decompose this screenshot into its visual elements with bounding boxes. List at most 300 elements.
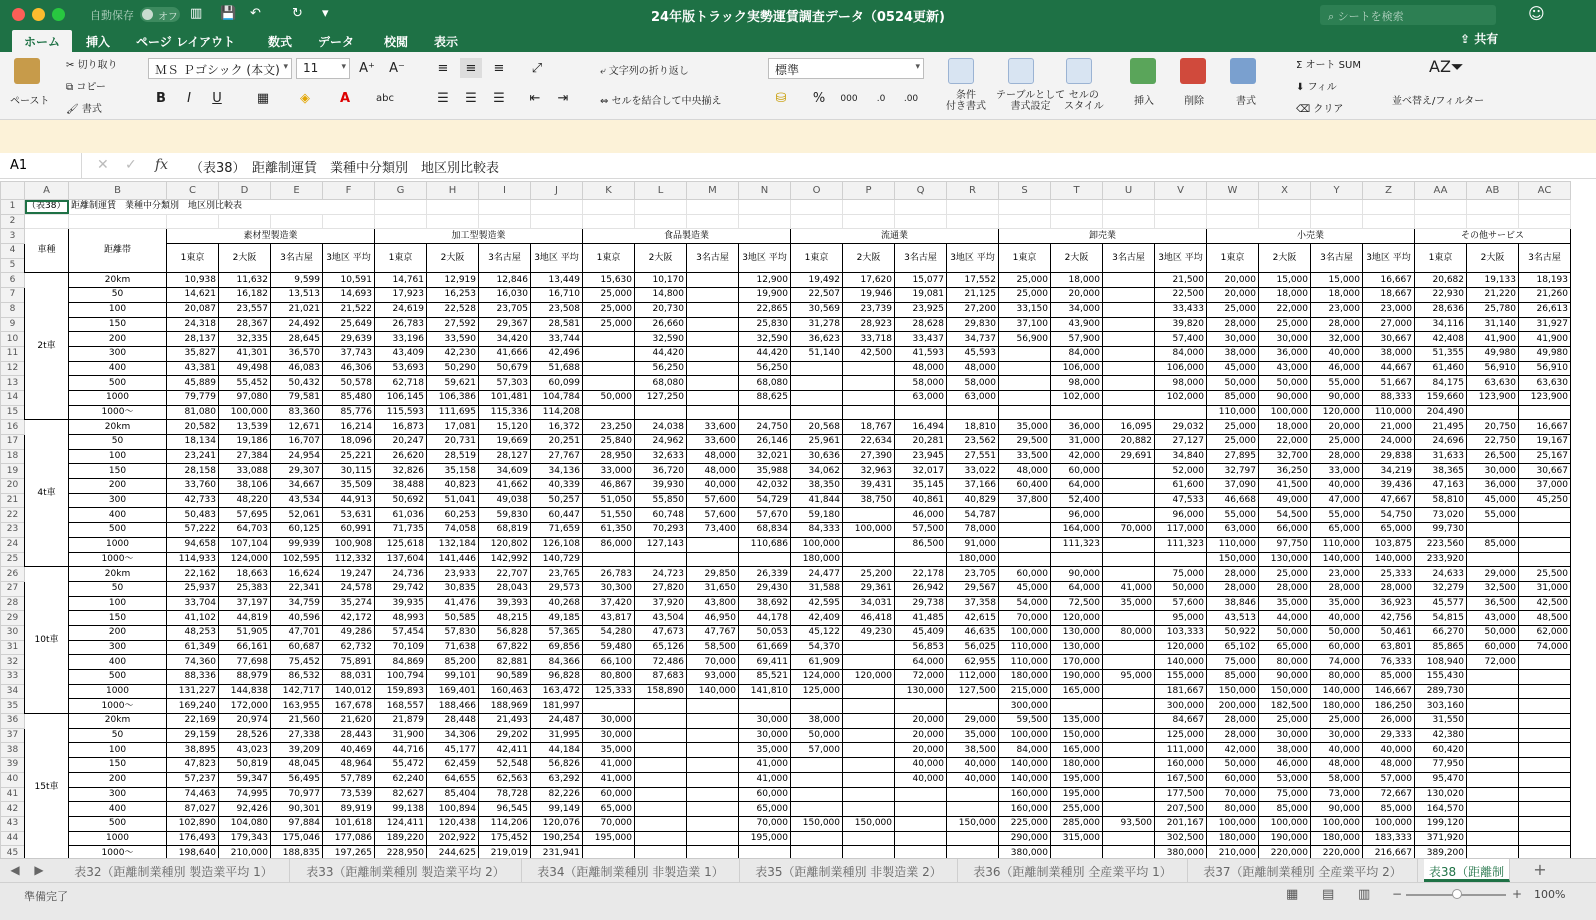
data-cell[interactable]: 96,000 <box>1155 508 1207 523</box>
data-cell[interactable]: 371,920 <box>1415 831 1467 846</box>
row-header[interactable]: 35 <box>1 699 25 714</box>
data-cell[interactable] <box>1103 317 1155 332</box>
data-cell[interactable]: 37,000 <box>1519 479 1571 494</box>
data-cell[interactable] <box>583 846 635 858</box>
data-cell[interactable]: 19,186 <box>219 435 271 450</box>
region-header[interactable]: 3名古屋 <box>479 244 531 273</box>
region-header[interactable]: 3名古屋 <box>1103 244 1155 273</box>
data-cell[interactable]: 65,000 <box>1259 640 1311 655</box>
data-cell[interactable]: 130,020 <box>1415 787 1467 802</box>
copy-button[interactable]: ⧉ コピー <box>66 82 106 93</box>
data-cell[interactable]: 48,500 <box>1519 611 1571 626</box>
data-cell[interactable] <box>635 728 687 743</box>
data-cell[interactable]: 100,000 <box>1259 405 1311 420</box>
data-cell[interactable]: 125,000 <box>791 684 843 699</box>
data-cell[interactable]: 120,000 <box>1311 405 1363 420</box>
data-cell[interactable]: 159,660 <box>1415 390 1467 405</box>
distance-label[interactable]: 150 <box>69 758 167 773</box>
data-cell[interactable]: 54,370 <box>791 640 843 655</box>
cell[interactable] <box>1103 214 1155 229</box>
data-cell[interactable]: 43,900 <box>1051 317 1103 332</box>
data-cell[interactable] <box>843 699 895 714</box>
data-cell[interactable]: 60,748 <box>635 508 687 523</box>
data-cell[interactable]: 26,783 <box>583 567 635 582</box>
normal-view-icon[interactable]: ▦ <box>1286 887 1299 902</box>
data-cell[interactable]: 36,000 <box>1259 346 1311 361</box>
data-cell[interactable]: 29,159 <box>167 728 219 743</box>
data-cell[interactable] <box>843 728 895 743</box>
data-cell[interactable]: 74,463 <box>167 787 219 802</box>
data-cell[interactable] <box>635 787 687 802</box>
data-cell[interactable]: 29,000 <box>1467 567 1519 582</box>
cell[interactable] <box>323 214 375 229</box>
data-cell[interactable]: 90,000 <box>1259 670 1311 685</box>
data-cell[interactable]: 28,000 <box>1311 317 1363 332</box>
data-cell[interactable]: 22,930 <box>1415 288 1467 303</box>
data-cell[interactable]: 140,000 <box>1155 655 1207 670</box>
data-cell[interactable]: 180,000 <box>791 552 843 567</box>
data-cell[interactable]: 50,290 <box>427 361 479 376</box>
insert-cells-icon[interactable] <box>1130 58 1156 84</box>
data-cell[interactable]: 21,495 <box>1415 420 1467 435</box>
data-cell[interactable]: 30,569 <box>791 302 843 317</box>
data-cell[interactable]: 27,767 <box>531 449 583 464</box>
data-cell[interactable]: 86,500 <box>895 537 947 552</box>
data-cell[interactable]: 190,254 <box>531 831 583 846</box>
row-header[interactable]: 39 <box>1 758 25 773</box>
data-cell[interactable]: 25,167 <box>1519 449 1571 464</box>
data-cell[interactable]: 49,286 <box>323 625 375 640</box>
data-cell[interactable]: 115,593 <box>375 405 427 420</box>
data-cell[interactable]: 172,000 <box>219 699 271 714</box>
data-cell[interactable]: 46,418 <box>843 611 895 626</box>
row-header[interactable]: 41 <box>1 787 25 802</box>
data-cell[interactable] <box>843 772 895 787</box>
data-cell[interactable]: 34,759 <box>271 596 323 611</box>
data-cell[interactable]: 216,667 <box>1363 846 1415 858</box>
cell[interactable] <box>1155 200 1207 215</box>
data-cell[interactable]: 36,923 <box>1363 596 1415 611</box>
region-header[interactable]: 1東京 <box>999 244 1051 273</box>
row-header[interactable]: 13 <box>1 376 25 391</box>
data-cell[interactable]: 285,000 <box>1051 816 1103 831</box>
data-cell[interactable] <box>687 802 739 817</box>
data-cell[interactable]: 30,000 <box>739 714 791 729</box>
borders-icon[interactable]: ▦ <box>256 91 270 106</box>
data-cell[interactable]: 79,779 <box>167 390 219 405</box>
data-cell[interactable]: 34,737 <box>947 332 999 347</box>
data-cell[interactable]: 46,668 <box>1207 493 1259 508</box>
data-cell[interactable]: 38,895 <box>167 743 219 758</box>
data-cell[interactable]: 115,336 <box>479 405 531 420</box>
paste-button[interactable]: ペースト <box>10 96 50 107</box>
data-cell[interactable]: 104,784 <box>531 390 583 405</box>
data-cell[interactable]: 15,077 <box>895 273 947 288</box>
data-cell[interactable]: 39,436 <box>1363 479 1415 494</box>
data-cell[interactable]: 50,000 <box>1467 625 1519 640</box>
data-cell[interactable]: 18,000 <box>1259 420 1311 435</box>
data-cell[interactable]: 101,481 <box>479 390 531 405</box>
cell[interactable] <box>583 200 635 215</box>
row-header[interactable]: 40 <box>1 772 25 787</box>
data-cell[interactable]: 183,333 <box>1363 831 1415 846</box>
data-cell[interactable]: 80,800 <box>583 670 635 685</box>
data-cell[interactable]: 70,000 <box>739 816 791 831</box>
data-cell[interactable]: 188,835 <box>271 846 323 858</box>
data-cell[interactable] <box>635 758 687 773</box>
data-cell[interactable]: 85,200 <box>427 655 479 670</box>
data-cell[interactable]: 42,032 <box>739 479 791 494</box>
data-cell[interactable]: 31,927 <box>1519 317 1571 332</box>
data-cell[interactable]: 59,621 <box>427 376 479 391</box>
data-cell[interactable]: 100,000 <box>843 523 895 538</box>
distance-label[interactable]: 400 <box>69 508 167 523</box>
row-header[interactable]: 45 <box>1 846 25 858</box>
data-cell[interactable]: 180,000 <box>1311 831 1363 846</box>
row-header[interactable]: 20 <box>1 479 25 494</box>
data-cell[interactable]: 25,000 <box>1259 714 1311 729</box>
data-cell[interactable]: 16,667 <box>1363 273 1415 288</box>
data-cell[interactable]: 88,336 <box>167 670 219 685</box>
increase-indent-icon[interactable]: ⇥ <box>557 91 569 106</box>
data-cell[interactable]: 100,000 <box>1259 816 1311 831</box>
data-cell[interactable]: 42,756 <box>1363 611 1415 626</box>
data-cell[interactable]: 80,000 <box>1207 802 1259 817</box>
data-cell[interactable]: 54,787 <box>947 508 999 523</box>
data-cell[interactable]: 70,293 <box>635 523 687 538</box>
cell[interactable] <box>531 200 583 215</box>
row-header[interactable]: 8 <box>1 302 25 317</box>
data-cell[interactable]: 31,550 <box>1415 714 1467 729</box>
data-cell[interactable]: 50,000 <box>1259 376 1311 391</box>
data-cell[interactable]: 87,683 <box>635 670 687 685</box>
data-cell[interactable] <box>635 552 687 567</box>
cell[interactable] <box>1207 200 1259 215</box>
data-cell[interactable]: 53,693 <box>375 361 427 376</box>
data-cell[interactable] <box>1103 537 1155 552</box>
data-cell[interactable]: 150,000 <box>791 816 843 831</box>
data-cell[interactable]: 38,106 <box>219 479 271 494</box>
data-cell[interactable]: 50,053 <box>739 625 791 640</box>
distance-label[interactable]: 50 <box>69 728 167 743</box>
data-cell[interactable] <box>843 361 895 376</box>
data-cell[interactable] <box>999 390 1051 405</box>
distance-label[interactable]: 50 <box>69 581 167 596</box>
column-header[interactable]: U <box>1103 182 1155 200</box>
row-header[interactable]: 27 <box>1 581 25 596</box>
data-cell[interactable]: 24,578 <box>323 581 375 596</box>
data-cell[interactable]: 37,743 <box>323 346 375 361</box>
data-cell[interactable] <box>999 508 1051 523</box>
data-cell[interactable]: 167,500 <box>1155 772 1207 787</box>
format-as-table-icon[interactable] <box>1008 58 1034 84</box>
data-cell[interactable]: 26,500 <box>1467 449 1519 464</box>
data-cell[interactable]: 168,557 <box>375 699 427 714</box>
data-cell[interactable]: 61,460 <box>1415 361 1467 376</box>
data-cell[interactable]: 30,000 <box>1259 728 1311 743</box>
data-cell[interactable]: 48,215 <box>479 611 531 626</box>
row-header[interactable]: 23 <box>1 523 25 538</box>
data-cell[interactable]: 25,000 <box>583 288 635 303</box>
page-break-view-icon[interactable]: ▥ <box>1358 887 1371 902</box>
data-cell[interactable]: 65,000 <box>583 802 635 817</box>
data-cell[interactable] <box>1467 831 1519 846</box>
data-cell[interactable]: 15,120 <box>479 420 531 435</box>
data-cell[interactable]: 100,000 <box>999 728 1051 743</box>
data-cell[interactable]: 68,819 <box>479 523 531 538</box>
data-cell[interactable]: 204,490 <box>1415 405 1467 420</box>
cell[interactable] <box>1519 214 1571 229</box>
region-header[interactable]: 1東京 <box>375 244 427 273</box>
data-cell[interactable]: 62,000 <box>1519 625 1571 640</box>
data-cell[interactable]: 389,200 <box>1415 846 1467 858</box>
data-cell[interactable]: 28,000 <box>1207 567 1259 582</box>
cell[interactable] <box>843 214 895 229</box>
data-cell[interactable] <box>1103 552 1155 567</box>
data-cell[interactable]: 20,000 <box>895 714 947 729</box>
data-cell[interactable] <box>1519 670 1571 685</box>
data-cell[interactable]: 19,133 <box>1467 273 1519 288</box>
data-cell[interactable] <box>1103 846 1155 858</box>
data-cell[interactable]: 23,945 <box>895 449 947 464</box>
data-cell[interactable]: 32,021 <box>739 449 791 464</box>
data-cell[interactable]: 52,000 <box>1155 464 1207 479</box>
cell[interactable] <box>999 200 1051 215</box>
data-cell[interactable]: 120,000 <box>1051 611 1103 626</box>
data-cell[interactable]: 35,274 <box>323 596 375 611</box>
data-cell[interactable]: 26,339 <box>739 567 791 582</box>
data-cell[interactable]: 150,000 <box>947 816 999 831</box>
data-cell[interactable]: 140,000 <box>999 772 1051 787</box>
distance-label[interactable]: 150 <box>69 611 167 626</box>
sheet-tab-38[interactable]: 表38（距離制 <box>1424 859 1510 882</box>
data-cell[interactable] <box>1467 816 1519 831</box>
data-cell[interactable]: 42,496 <box>531 346 583 361</box>
cell[interactable] <box>427 214 479 229</box>
data-cell[interactable]: 64,000 <box>1051 479 1103 494</box>
data-cell[interactable]: 27,551 <box>947 449 999 464</box>
data-cell[interactable]: 51,050 <box>583 493 635 508</box>
data-cell[interactable]: 47,533 <box>1155 493 1207 508</box>
data-cell[interactable]: 32,500 <box>1467 581 1519 596</box>
data-cell[interactable] <box>791 376 843 391</box>
data-cell[interactable]: 56,900 <box>999 332 1051 347</box>
data-cell[interactable]: 21,522 <box>323 302 375 317</box>
data-cell[interactable]: 140,729 <box>531 552 583 567</box>
data-cell[interactable]: 60,400 <box>999 479 1051 494</box>
distance-label[interactable]: 100 <box>69 596 167 611</box>
undo-icon[interactable]: ↶ <box>250 6 261 21</box>
data-cell[interactable]: 61,349 <box>167 640 219 655</box>
data-cell[interactable] <box>1103 288 1155 303</box>
cell-a1[interactable]: （表38） <box>25 200 69 215</box>
data-cell[interactable]: 28,950 <box>583 449 635 464</box>
data-cell[interactable]: 48,000 <box>999 464 1051 479</box>
data-cell[interactable]: 112,332 <box>323 552 375 567</box>
data-cell[interactable]: 42,000 <box>1051 449 1103 464</box>
data-cell[interactable]: 110,000 <box>999 640 1051 655</box>
comma-style-icon[interactable]: 000 <box>840 94 858 104</box>
data-cell[interactable]: 22,707 <box>479 567 531 582</box>
column-header[interactable]: AC <box>1519 182 1571 200</box>
data-cell[interactable]: 100,000 <box>1207 816 1259 831</box>
data-cell[interactable]: 46,950 <box>687 611 739 626</box>
data-cell[interactable]: 43,513 <box>1207 611 1259 626</box>
data-cell[interactable] <box>687 743 739 758</box>
data-cell[interactable]: 29,430 <box>739 581 791 596</box>
row-header[interactable]: 28 <box>1 596 25 611</box>
data-cell[interactable]: 165,000 <box>1051 743 1103 758</box>
currency-icon[interactable]: ⛁ <box>775 91 787 106</box>
data-cell[interactable]: 85,000 <box>1363 802 1415 817</box>
data-cell[interactable]: 16,707 <box>271 435 323 450</box>
data-cell[interactable]: 70,977 <box>271 787 323 802</box>
data-cell[interactable]: 20,582 <box>167 420 219 435</box>
paste-icon[interactable] <box>14 58 40 84</box>
data-cell[interactable] <box>1519 699 1571 714</box>
data-cell[interactable]: 102,890 <box>167 816 219 831</box>
data-cell[interactable]: 66,000 <box>1259 523 1311 538</box>
data-cell[interactable] <box>687 302 739 317</box>
data-cell[interactable]: 160,000 <box>999 787 1051 802</box>
data-cell[interactable]: 34,062 <box>791 464 843 479</box>
data-cell[interactable] <box>687 728 739 743</box>
data-cell[interactable]: 24,962 <box>635 435 687 450</box>
cell[interactable] <box>947 214 999 229</box>
data-cell[interactable]: 86,000 <box>583 537 635 552</box>
data-cell[interactable] <box>895 831 947 846</box>
distance-label[interactable]: 1000 <box>69 831 167 846</box>
data-cell[interactable]: 27,390 <box>843 449 895 464</box>
data-cell[interactable]: 111,323 <box>1155 537 1207 552</box>
row-header[interactable]: 6 <box>1 273 25 288</box>
data-cell[interactable]: 49,185 <box>531 611 583 626</box>
data-cell[interactable]: 17,552 <box>947 273 999 288</box>
data-cell[interactable] <box>687 317 739 332</box>
data-cell[interactable]: 29,333 <box>1363 728 1415 743</box>
data-cell[interactable]: 44,178 <box>739 611 791 626</box>
distance-label[interactable]: 1000～ <box>69 405 167 420</box>
data-cell[interactable]: 16,710 <box>531 288 583 303</box>
data-cell[interactable]: 30,115 <box>323 464 375 479</box>
data-cell[interactable]: 39,393 <box>479 596 531 611</box>
data-cell[interactable]: 29,307 <box>271 464 323 479</box>
distance-label[interactable]: 400 <box>69 361 167 376</box>
cell[interactable] <box>479 214 531 229</box>
data-cell[interactable]: 47,000 <box>1311 493 1363 508</box>
data-cell[interactable]: 142,717 <box>271 684 323 699</box>
data-cell[interactable]: 23,705 <box>947 567 999 582</box>
data-cell[interactable]: 110,000 <box>1207 537 1259 552</box>
align-left-icon[interactable]: ☰ <box>437 91 449 106</box>
data-cell[interactable]: 40,861 <box>895 493 947 508</box>
distance-label[interactable]: 50 <box>69 435 167 450</box>
data-cell[interactable]: 33,500 <box>999 449 1051 464</box>
data-cell[interactable]: 96,545 <box>479 802 531 817</box>
data-cell[interactable]: 33,760 <box>167 479 219 494</box>
data-cell[interactable]: 29,691 <box>1103 449 1155 464</box>
data-cell[interactable]: 46,306 <box>323 361 375 376</box>
data-cell[interactable]: 21,260 <box>1519 288 1571 303</box>
data-cell[interactable]: 61,600 <box>1155 479 1207 494</box>
data-cell[interactable]: 44,000 <box>1259 611 1311 626</box>
sheet-tab-33[interactable]: 表33（距離制業種別 製造業平均 2） <box>290 859 522 882</box>
format-cells-icon[interactable] <box>1230 58 1256 84</box>
data-cell[interactable]: 104,080 <box>219 816 271 831</box>
column-header[interactable]: F <box>323 182 375 200</box>
data-cell[interactable] <box>687 361 739 376</box>
data-cell[interactable]: 60,125 <box>271 523 323 538</box>
row-header[interactable]: 5 <box>1 258 25 273</box>
data-cell[interactable]: 23,250 <box>583 420 635 435</box>
industry-header[interactable]: 素材型製造業 <box>167 229 375 244</box>
orientation-icon[interactable]: ⤢ <box>531 61 543 76</box>
data-cell[interactable]: 195,000 <box>583 831 635 846</box>
data-cell[interactable]: 44,420 <box>739 346 791 361</box>
data-cell[interactable]: 112,000 <box>947 670 999 685</box>
data-cell[interactable]: 33,022 <box>947 464 999 479</box>
data-cell[interactable]: 42,408 <box>1415 332 1467 347</box>
data-cell[interactable]: 28,636 <box>1415 302 1467 317</box>
column-header[interactable]: S <box>999 182 1051 200</box>
data-cell[interactable]: 93,000 <box>687 670 739 685</box>
data-cell[interactable]: 51,905 <box>219 625 271 640</box>
data-cell[interactable] <box>1103 346 1155 361</box>
column-header[interactable]: Y <box>1311 182 1363 200</box>
distance-label[interactable]: 1000 <box>69 537 167 552</box>
data-cell[interactable]: 52,061 <box>271 508 323 523</box>
data-cell[interactable] <box>791 802 843 817</box>
data-cell[interactable]: 57,303 <box>479 376 531 391</box>
sheet-tab-37[interactable]: 表37（距離制業種別 全産業平均 2） <box>1188 859 1418 882</box>
data-cell[interactable] <box>1103 479 1155 494</box>
data-cell[interactable]: 160,000 <box>1155 758 1207 773</box>
data-cell[interactable]: 63,630 <box>1519 376 1571 391</box>
data-cell[interactable]: 35,158 <box>427 464 479 479</box>
row-header[interactable]: 36 <box>1 714 25 729</box>
data-cell[interactable]: 41,000 <box>583 772 635 787</box>
cell[interactable] <box>531 214 583 229</box>
data-cell[interactable]: 29,000 <box>947 714 999 729</box>
column-header[interactable]: M <box>687 182 739 200</box>
cell[interactable] <box>1311 214 1363 229</box>
data-cell[interactable]: 34,840 <box>1155 449 1207 464</box>
data-cell[interactable] <box>843 846 895 858</box>
data-cell[interactable]: 37,100 <box>999 317 1051 332</box>
sheet-tab-36[interactable]: 表36（距離制業種別 全産業平均 1） <box>958 859 1188 882</box>
data-cell[interactable]: 124,000 <box>219 552 271 567</box>
data-cell[interactable]: 38,692 <box>739 596 791 611</box>
data-cell[interactable]: 150,000 <box>1207 684 1259 699</box>
data-cell[interactable]: 60,253 <box>427 508 479 523</box>
cell[interactable] <box>583 214 635 229</box>
data-cell[interactable] <box>1467 802 1519 817</box>
data-cell[interactable]: 21,493 <box>479 714 531 729</box>
data-cell[interactable] <box>999 346 1051 361</box>
tab-review[interactable]: 校閲 <box>384 35 409 49</box>
data-cell[interactable]: 62,563 <box>479 772 531 787</box>
data-cell[interactable]: 48,964 <box>323 758 375 773</box>
data-cell[interactable]: 111,000 <box>1155 743 1207 758</box>
data-cell[interactable]: 100,000 <box>219 405 271 420</box>
tab-formulas[interactable]: 数式 <box>268 35 293 49</box>
region-header[interactable]: 3地区 平均 <box>1155 244 1207 273</box>
data-cell[interactable]: 77,698 <box>219 655 271 670</box>
data-cell[interactable] <box>687 390 739 405</box>
data-cell[interactable]: 58,000 <box>1311 772 1363 787</box>
data-cell[interactable] <box>791 390 843 405</box>
region-header[interactable]: 3地区 平均 <box>947 244 999 273</box>
